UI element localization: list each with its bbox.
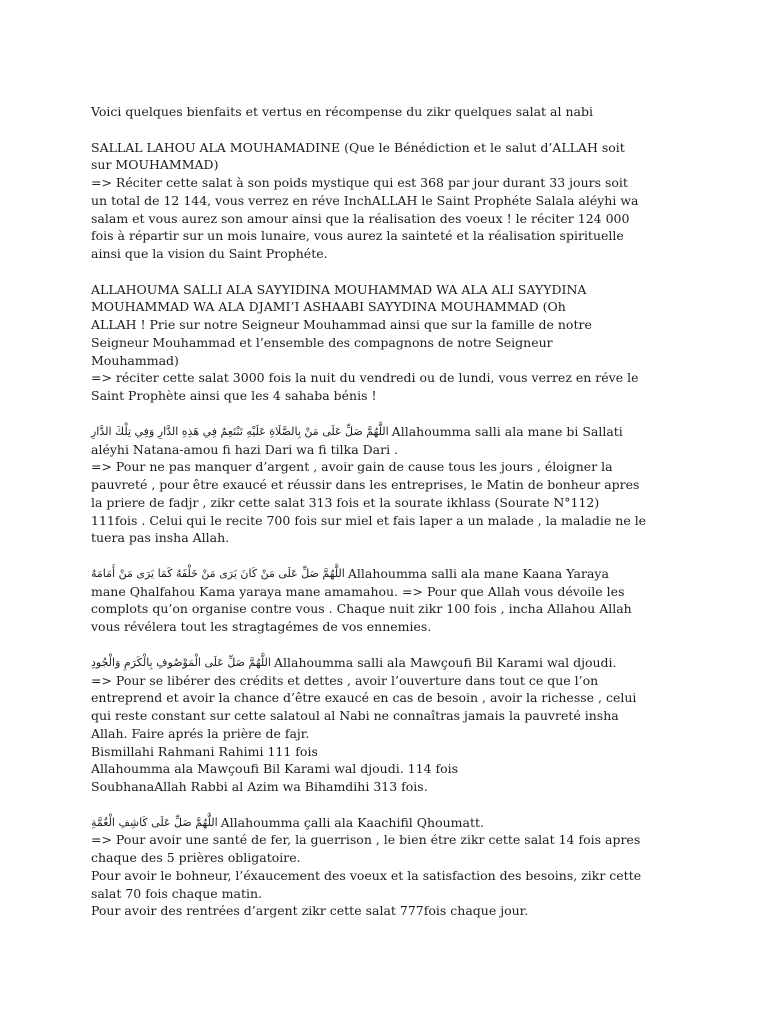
document-line: qui reste constant sur cette salatoul al Nabi ne connaîtras jamais la pauvreté insha bbox=[91, 708, 619, 724]
document-line: mane Qhalfahou Kama yaraya mane amamahou. => Pour que Allah vous dévoile les bbox=[91, 583, 625, 599]
transliteration-text: Allahoumma salli ala mane Kaana Yaraya bbox=[347, 565, 609, 581]
document-line: vous révélera tout les stragtagémes de vos ennemies. bbox=[91, 619, 432, 635]
document-line: MOUHAMMAD WA ALA DJAMI’I ASHAABI SAYYDINA MOUHAMMAD (Oh bbox=[91, 299, 566, 315]
document-line-mixed bbox=[91, 814, 761, 832]
arabic-prayer-text: اللَّهُمَّ صَلِّ عَلَى مَنْ بِالصَّلَاةِ عَلَيْهِ تَنْتَعِمُ فِي هَذِهِ الدَّارِ وَفِي تِلْكَ الدَّارِ bbox=[91, 424, 389, 438]
document-line: ainsi que la vision du Saint Prophéte. bbox=[91, 246, 328, 262]
document-section bbox=[91, 814, 761, 921]
transliteration-text: Allahoumma çalli ala Kaachifil Qhoumatt. bbox=[220, 814, 484, 830]
document-line: tuera pas insha Allah. bbox=[91, 530, 230, 546]
document-line: ALLAH ! Prie sur notre Seigneur Mouhammad ainsi que sur la famille de notre bbox=[91, 317, 592, 333]
document-line: sur MOUHAMMAD) bbox=[91, 157, 219, 173]
document-line: Allah. Faire aprés la prière de fajr. bbox=[91, 725, 310, 741]
document-line: Pour avoir le bohneur, l’éxaucement des voeux et la satisfaction des besoins, zikr cette bbox=[91, 867, 642, 883]
document-section bbox=[91, 281, 761, 405]
document-line: Seigneur Mouhammad et l’ensemble des compagnons de notre Seigneur bbox=[91, 334, 553, 350]
document-section bbox=[91, 565, 761, 636]
document-intro: Voici quelques bienfaits et vertus en récompense du zikr quelques salat al nabi bbox=[91, 104, 593, 119]
document-line: SALLAL LAHOU ALA MOUHAMADINE (Que le Bénédiction et le salut d’ALLAH soit bbox=[91, 139, 625, 155]
document-line: chaque des 5 prières obligatoire. bbox=[91, 850, 301, 866]
document-line: ALLAHOUMA SALLI ALA SAYYIDINA MOUHAMMAD WA ALA ALI SAYYDINA bbox=[91, 281, 587, 297]
transliteration-text: Allahoumma salli ala mane bi Sallati bbox=[391, 423, 623, 439]
document-line: complots qu’on organise contre vous . Chaque nuit zikr 100 fois , incha Allahou Allah bbox=[91, 601, 632, 617]
document-body bbox=[91, 103, 761, 920]
document-line-mixed bbox=[91, 423, 761, 441]
arabic-prayer-text: اللَّهُمَّ صَلِّ عَلَى كَاشِفِ الْغُمَّةِ bbox=[91, 815, 218, 829]
document-line: => Pour avoir une santé de fer, la guerrison , le bien étre zikr cette salat 14 fois apres bbox=[91, 832, 641, 848]
arabic-prayer-text: اللَّهُمَّ صَلِّ عَلَى الْمَوْصُوفِ بِالْكَرَمِ وَالْجُودِ bbox=[91, 655, 271, 669]
document-line: la priere de fadjr , zikr cette salat 313 fois et la sourate ikhlass (Sourate N°112) bbox=[91, 494, 600, 510]
document-line: un total de 12 144, vous verrez en réve InchALLAH le Saint Prophéte Salala aléyhi wa bbox=[91, 192, 639, 208]
arabic-prayer-text: اللَّهُمَّ صَلِّ عَلَى مَنْ كَانَ يَرَى مَنْ خَلْفَهُ كَمَا يَرَى مَنْ أَمَامَهُ bbox=[91, 566, 345, 580]
document-line: => réciter cette salat 3000 fois la nuit du vendredi ou de lundi, vous verrez en réve le bbox=[91, 370, 639, 386]
document-line: aléyhi Natana-amou fi hazi Dari wa fi tilka Dari . bbox=[91, 441, 399, 457]
document-section bbox=[91, 423, 761, 547]
document-line-mixed bbox=[91, 565, 761, 583]
document-section bbox=[91, 139, 761, 263]
document-line: entreprend et avoir la chance d’être exaucé en cas de besoin , avoir la richesse , celui bbox=[91, 690, 637, 706]
document-line: => Pour ne pas manquer d’argent , avoir gain de cause tous les jours , éloigner la bbox=[91, 459, 613, 475]
document-line: fois à répartir sur un mois lunaire, vous aurez la sainteté et la réalisation spirituelle bbox=[91, 228, 624, 244]
document-line-mixed bbox=[91, 654, 761, 672]
document-line: Bismillahi Rahmani Rahimi 111 fois bbox=[91, 743, 318, 759]
transliteration-text: Allahoumma salli ala Mawçoufi Bil Karami wal djoudi. bbox=[273, 654, 617, 670]
document-line: salam et vous aurez son amour ainsi que la réalisation des voeux ! le réciter 124 000 bbox=[91, 210, 630, 226]
document-line: => Réciter cette salat à son poids mystique qui est 368 par jour durant 33 jours soit bbox=[91, 175, 628, 191]
document-line: 111fois . Celui qui le recite 700 fois sur miel et fais laper a un malade , la maladie ne le bbox=[91, 512, 647, 528]
document-section bbox=[91, 654, 761, 796]
document-line: Saint Prophète ainsi que les 4 sahaba bénis ! bbox=[91, 388, 377, 404]
document-line: pauvreté , pour être exaucé et réussir dans les entreprises, le Matin de bonheur apres bbox=[91, 477, 640, 493]
document-line: Allahoumma ala Mawçoufi Bil Karami wal djoudi. 114 fois bbox=[91, 761, 459, 777]
document-line: => Pour se libérer des crédits et dettes , avoir l’ouverture dans tout ce que l’on bbox=[91, 672, 599, 688]
document-line: salat 70 fois chaque matin. bbox=[91, 885, 263, 901]
document-line: SoubhanaAllah Rabbi al Azim wa Bihamdihi 313 fois. bbox=[91, 779, 428, 795]
document-line: Pour avoir des rentrées d’argent zikr cette salat 777fois chaque jour. bbox=[91, 903, 529, 919]
document-line: Mouhammad) bbox=[91, 352, 179, 368]
